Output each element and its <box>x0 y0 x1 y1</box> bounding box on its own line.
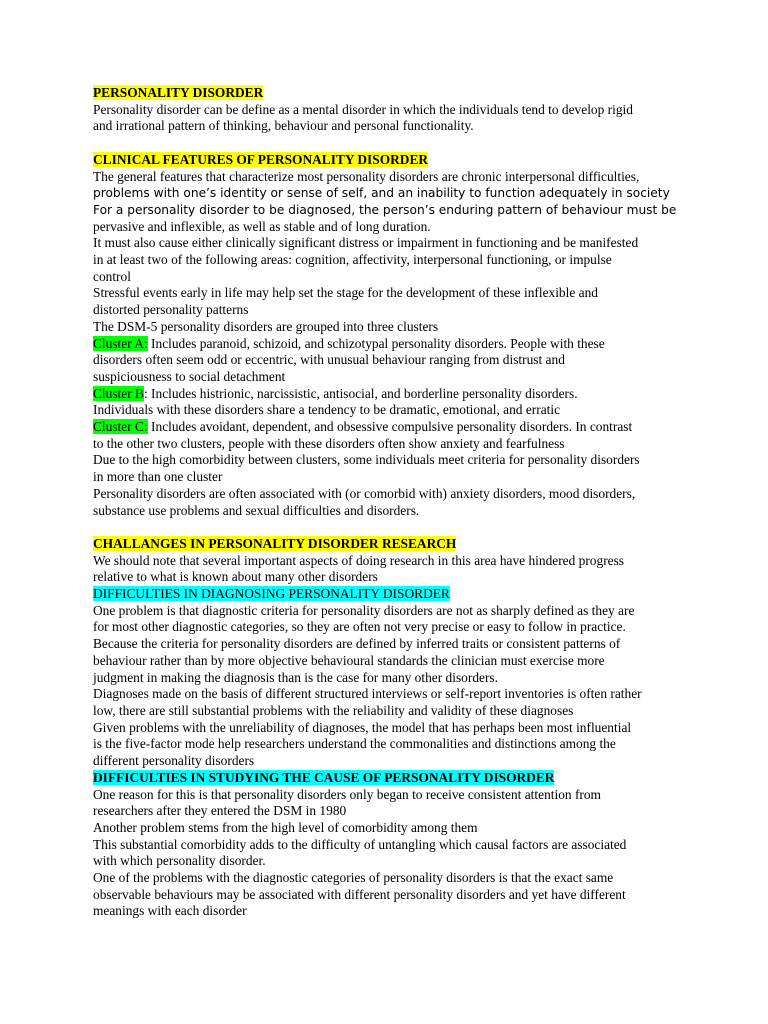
subheading-studying-cause: DIFFICULTIES IN STUDYING THE CAUSE OF PERSONALITY DISORDER <box>93 769 555 785</box>
cluster-a-line: Cluster A: Includes paranoid, schizoid, and schizotypal personality disorders. People with these <box>93 335 605 351</box>
text-line: substance use problems and sexual difficulties and disorders. <box>93 502 420 518</box>
subheading-diagnosing: DIFFICULTIES IN DIAGNOSING PERSONALITY DISORDER <box>93 586 450 602</box>
text-line: Stressful events early in life may help set the stage for the development of these inflexible and <box>93 285 598 301</box>
text-line: One reason for this is that personality disorders only began to receive consistent attention from <box>93 786 601 802</box>
text-line: Individuals with these disorders share a tendency to be dramatic, emotional, and erratic <box>93 402 561 418</box>
text-line: The general features that characterize most personality disorders are chronic interpersonal difficulties, <box>93 168 640 184</box>
cluster-b-label: Cluster B <box>93 385 144 401</box>
text-line: distorted personality patterns <box>93 302 249 318</box>
heading-personality-disorder: PERSONALITY DISORDER <box>93 85 264 100</box>
text-line: behaviour rather than by more objective behavioural standards the clinician must exercise more <box>93 652 605 668</box>
text-line: One problem is that diagnostic criteria for personality disorders are not as sharply defined as they are <box>93 602 635 618</box>
text-line: problems with one’s identity or sense of self, and an inability to function adequately in society <box>93 186 670 201</box>
text-line: meanings with each disorder <box>93 903 247 919</box>
text-line: researchers after they entered the DSM in 1980 <box>93 803 347 819</box>
text-line: It must also cause either clinically significant distress or impairment in functioning and be manifested <box>93 235 639 251</box>
text-line: relative to what is known about many other disorders <box>93 569 378 585</box>
text-line: disorders often seem odd or eccentric, with unusual behaviour ranging from distrust and <box>93 352 565 368</box>
text-line: Another problem stems from the high level of comorbidity among them <box>93 819 478 835</box>
text-line: Due to the high comorbidity between clusters, some individuals meet criteria for personality disorders <box>93 452 640 468</box>
heading-challenges: CHALLANGES IN PERSONALITY DISORDER RESEARCH <box>93 535 457 551</box>
text-line: Given problems with the unreliability of diagnoses, the model that has perhaps been most influential <box>93 719 632 735</box>
text-line: different personality disorders <box>93 753 255 769</box>
text-line: Personality disorders are often associated with (or comorbid with) anxiety disorders, mood disorders, <box>93 485 636 501</box>
text-line: low, there are still substantial problems with the reliability and validity of these diagnoses <box>93 702 574 718</box>
text-line: suspiciousness to social detachment <box>93 368 286 384</box>
text-line: observable behaviours may be associated with different personality disorders and yet have different <box>93 886 626 902</box>
text-line: One of the problems with the diagnostic categories of personality disorders is that the exact same <box>93 870 614 886</box>
text-line: with which personality disorder. <box>93 853 266 869</box>
document-body <box>93 85 683 920</box>
text-line: We should note that several important aspects of doing research in this area have hindered progress <box>93 552 625 568</box>
text-line: and irrational pattern of thinking, behaviour and personal functionality. <box>93 118 474 134</box>
text-line: is the five-factor mode help researchers understand the commonalities and distinctions among the <box>93 736 616 752</box>
text-line: The DSM-5 personality disorders are grouped into three clusters <box>93 318 439 334</box>
cluster-a-label: Cluster A: <box>93 335 148 351</box>
text-line: to the other two clusters, people with these disorders often show anxiety and fearfulness <box>93 435 565 451</box>
cluster-c-line: Cluster C: Includes avoidant, dependent, and obsessive compulsive personality disorders. In contrast <box>93 419 633 435</box>
text-line: Diagnoses made on the basis of different structured interviews or self-report inventories is often rather <box>93 686 642 702</box>
cluster-c-label: Cluster C: <box>93 419 148 435</box>
text-line: control <box>93 268 131 284</box>
text-line: This substantial comorbidity adds to the difficulty of untangling which causal factors are associated <box>93 836 627 852</box>
text-line: for most other diagnostic categories, so they are often not very precise or easy to follow in practice. <box>93 619 626 635</box>
text-line: pervasive and inflexible, as well as stable and of long duration. <box>93 218 431 234</box>
heading-clinical-features: CLINICAL FEATURES OF PERSONALITY DISORDER <box>93 151 429 167</box>
cluster-b-line: Cluster B: Includes histrionic, narcissistic, antisocial, and borderline personality disorders. <box>93 385 578 401</box>
text-line: in more than one cluster <box>93 469 223 485</box>
text-line: Because the criteria for personality disorders are defined by inferred traits or consistent patterns of <box>93 636 621 652</box>
text-line: judgment in making the diagnosis than is the case for many other disorders. <box>93 669 498 685</box>
text-line: Personality disorder can be define as a mental disorder in which the individuals tend to develop rigid <box>93 101 633 117</box>
text-line: in at least two of the following areas: cognition, affectivity, interpersonal functioning, or impulse <box>93 252 612 268</box>
text-line: For a personality disorder to be diagnosed, the person’s enduring pattern of behaviour must be <box>93 202 677 217</box>
